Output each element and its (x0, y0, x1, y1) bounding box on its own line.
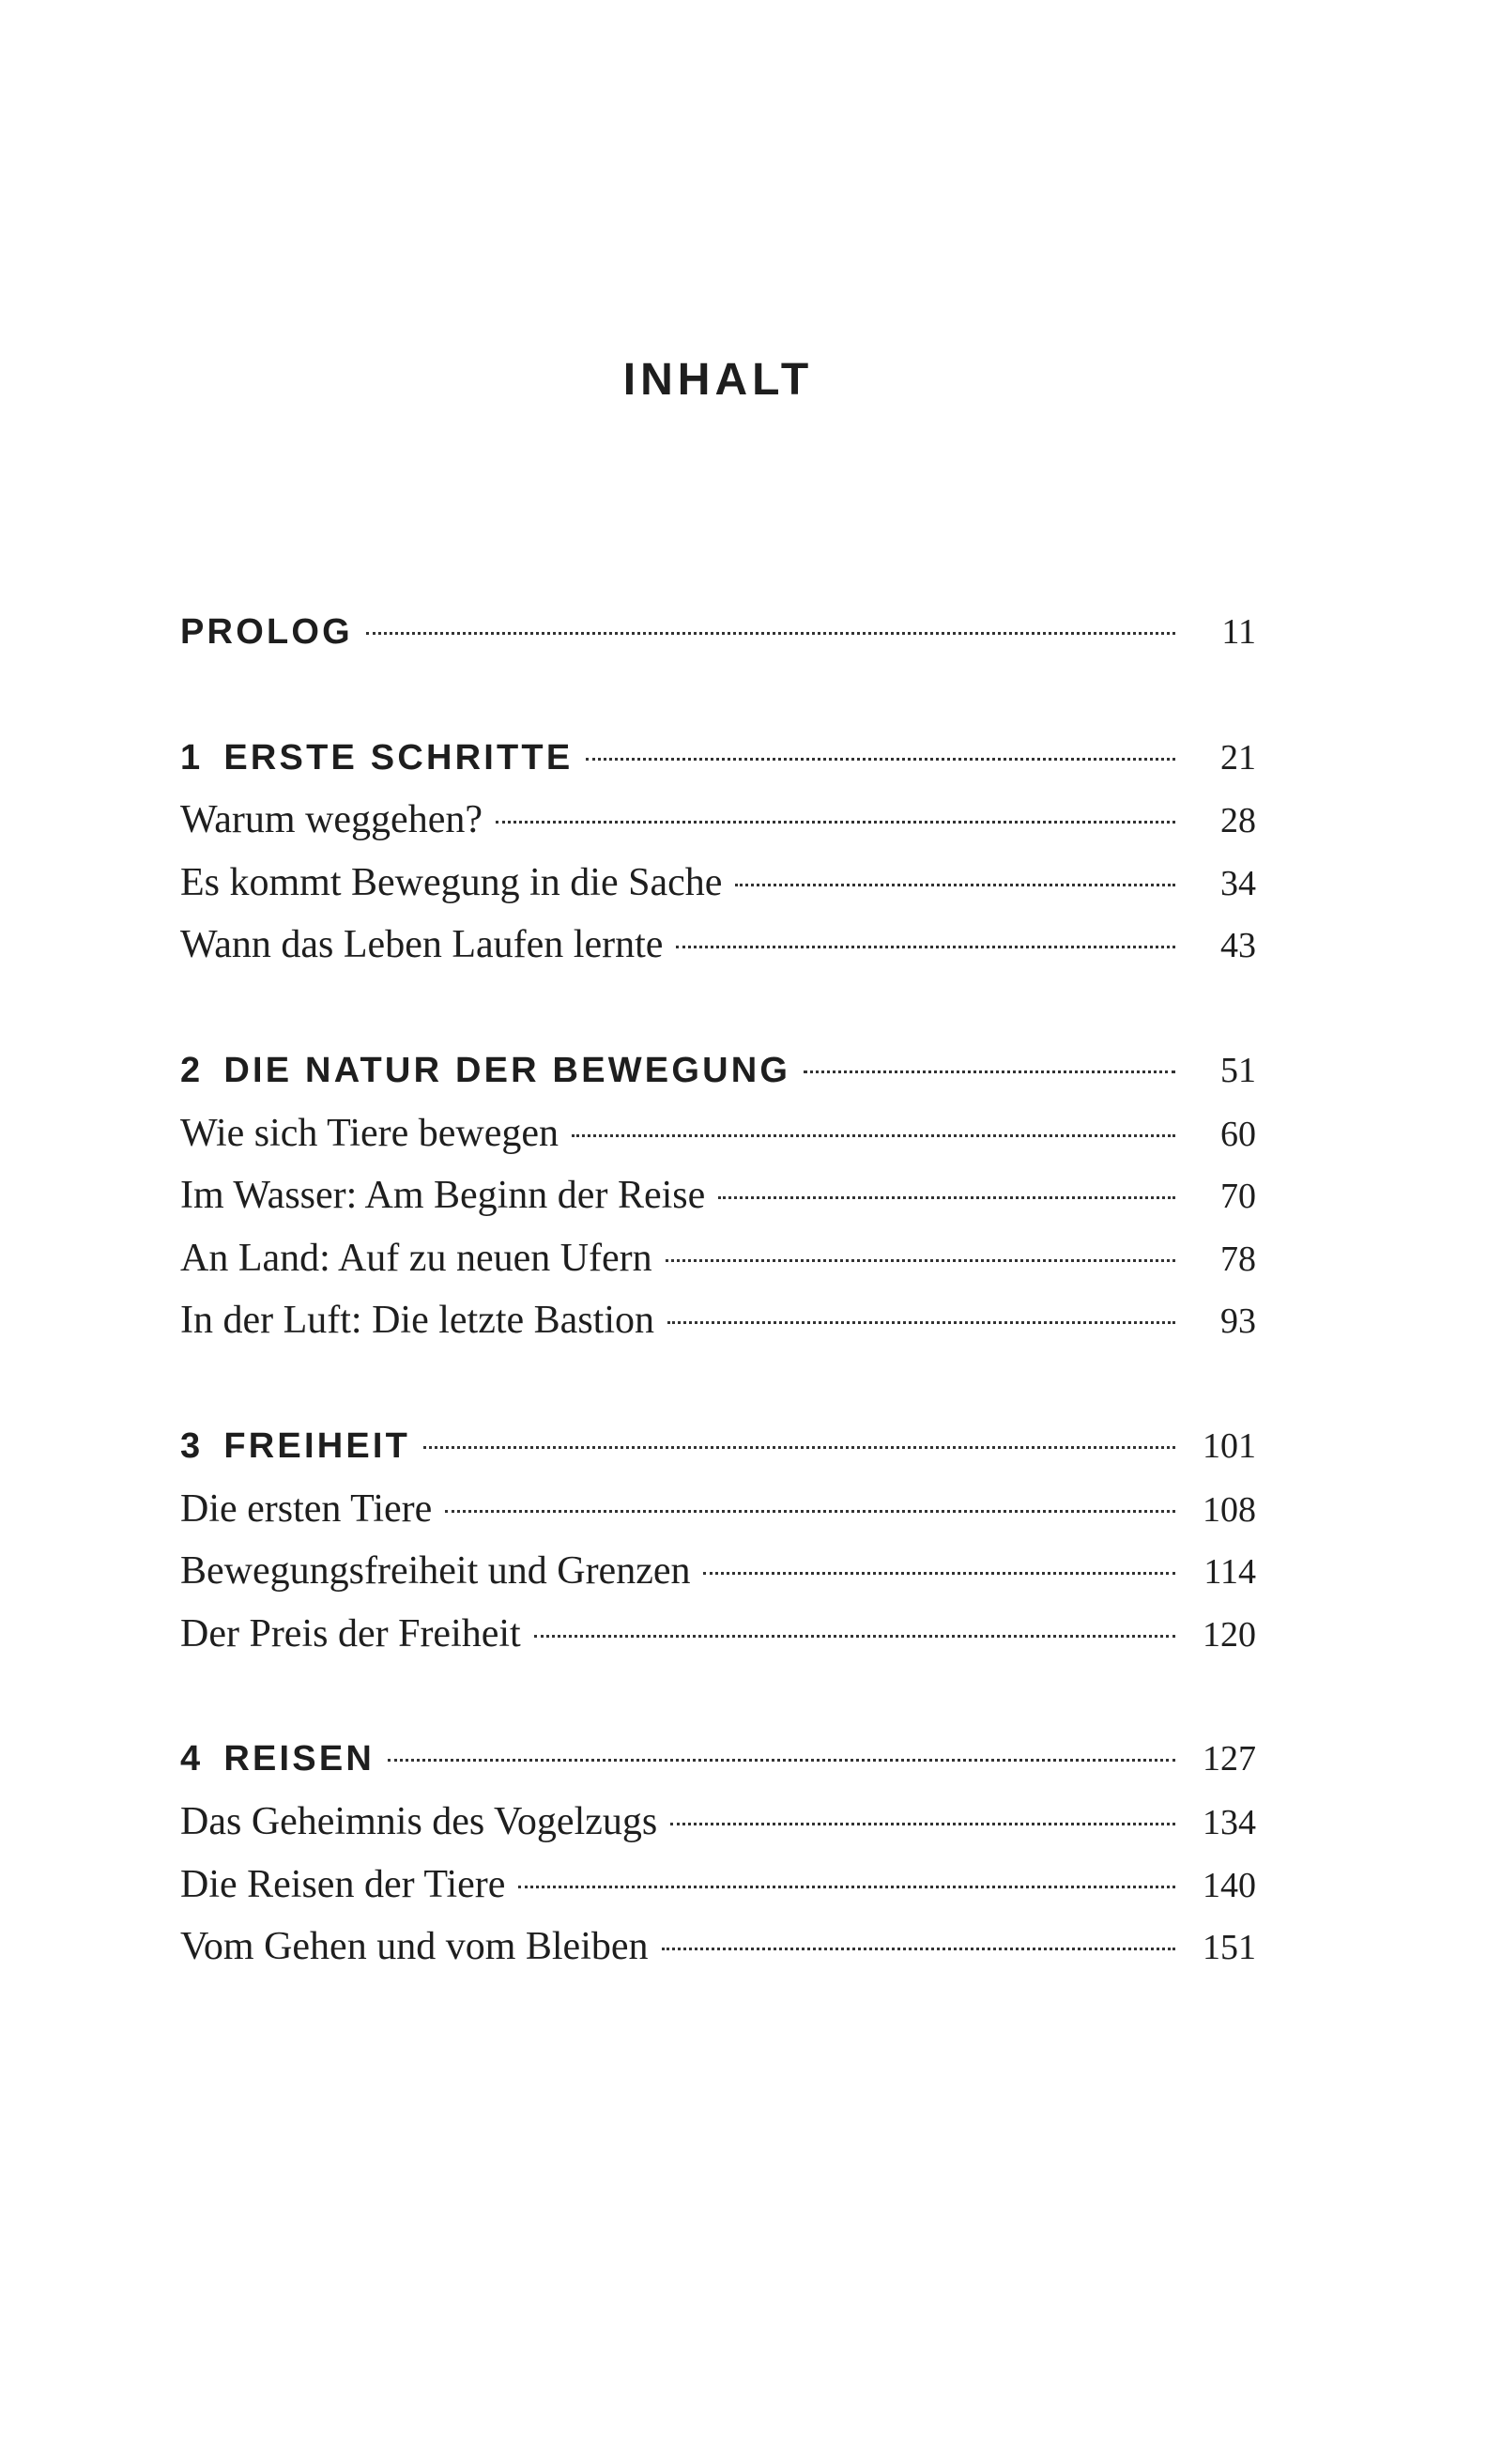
page-number: 120 (1203, 1614, 1256, 1655)
toc-heading[interactable] (180, 1728, 1256, 1791)
dot-leader (662, 1948, 1175, 1950)
toc-section-1 (180, 727, 1256, 977)
table-of-contents (180, 601, 1256, 2041)
dot-leader (423, 1446, 1175, 1449)
toc-entry-label: Wie sich Tiere bewegen (180, 1111, 559, 1155)
page-number: 114 (1203, 1552, 1256, 1593)
chapter-title: REISEN (223, 1739, 376, 1779)
page-number: 78 (1220, 1239, 1256, 1279)
toc-entry[interactable] (180, 1102, 1256, 1165)
page-number: 70 (1220, 1177, 1256, 1217)
dot-leader (670, 1823, 1175, 1825)
toc-heading[interactable] (180, 601, 1256, 664)
toc-heading[interactable] (180, 1415, 1256, 1478)
toc-entry-label: Die ersten Tiere (180, 1486, 433, 1531)
dot-leader (534, 1635, 1175, 1638)
dot-leader (718, 1196, 1175, 1199)
chapter-number: 4 (180, 1739, 204, 1779)
page-number: 101 (1203, 1425, 1256, 1466)
toc-entry-label: An Land: Auf zu neuen Ufern (180, 1236, 652, 1280)
toc-entry-label: Warum weggehen? (180, 798, 483, 842)
toc-entry[interactable] (180, 789, 1256, 852)
toc-heading-label (180, 727, 573, 790)
page-number: 108 (1203, 1489, 1256, 1530)
page-title: INHALT (622, 355, 814, 405)
toc-section-4 (180, 1728, 1256, 1978)
toc-entry[interactable] (180, 1791, 1256, 1854)
toc-entry[interactable] (180, 1289, 1256, 1352)
dot-leader (703, 1572, 1175, 1575)
page-number: 28 (1220, 801, 1256, 841)
dot-leader (666, 1259, 1175, 1262)
dot-leader (735, 884, 1175, 886)
toc-entry-label: Der Preis der Freiheit (180, 1611, 521, 1656)
toc-entry-label: In der Luft: Die letzte Bastion (180, 1299, 655, 1343)
page-number: 134 (1203, 1802, 1256, 1842)
chapter-number: 1 (180, 737, 204, 778)
toc-entry-label: Es kommt Bewegung in die Sache (180, 860, 723, 904)
toc-entry-label: Im Wasser: Am Beginn der Reise (180, 1174, 706, 1218)
toc-heading[interactable] (180, 1040, 1256, 1102)
chapter-title: FREIHEIT (223, 1425, 411, 1466)
dot-leader (445, 1510, 1175, 1513)
toc-entry[interactable] (180, 1227, 1256, 1290)
page-number: 127 (1203, 1739, 1256, 1779)
dot-leader (496, 821, 1175, 824)
toc-entry[interactable] (180, 1478, 1256, 1541)
toc-section-2 (180, 1040, 1256, 1352)
page-number: 34 (1220, 863, 1256, 903)
toc-section-3 (180, 1415, 1256, 1665)
page-number: 151 (1203, 1928, 1256, 1968)
toc-heading-label: PROLOG (180, 612, 353, 652)
page-number: 140 (1203, 1865, 1256, 1905)
dot-leader (667, 1321, 1175, 1324)
toc-entry[interactable] (180, 1164, 1256, 1227)
toc-entry[interactable] (180, 1854, 1256, 1917)
page-number: 21 (1220, 737, 1256, 778)
toc-heading-label (180, 1040, 790, 1102)
chapter-title: ERSTE SCHRITTE (223, 737, 574, 778)
toc-section-prolog (180, 601, 1256, 664)
dot-leader (518, 1886, 1175, 1888)
page-number: 43 (1220, 926, 1256, 966)
page-number: 11 (1221, 612, 1256, 652)
chapter-number: 3 (180, 1425, 204, 1466)
toc-entry[interactable] (180, 1540, 1256, 1603)
toc-entry[interactable] (180, 914, 1256, 977)
chapter-title: DIE NATUR DER BEWEGUNG (223, 1050, 791, 1090)
chapter-number: 2 (180, 1050, 204, 1090)
dot-leader (388, 1759, 1175, 1762)
toc-entry-label: Vom Gehen und vom Bleiben (180, 1925, 649, 1969)
toc-entry[interactable] (180, 1603, 1256, 1666)
dot-leader (586, 758, 1175, 761)
dot-leader (366, 632, 1175, 635)
toc-entry-label: Wann das Leben Laufen lernte (180, 923, 664, 967)
toc-entry-label: Bewegungsfreiheit und Grenzen (180, 1549, 691, 1594)
toc-heading-label (180, 1415, 410, 1478)
dot-leader (572, 1134, 1175, 1137)
page-number: 93 (1220, 1301, 1256, 1342)
dot-leader (676, 946, 1175, 948)
dot-leader (804, 1070, 1175, 1073)
toc-entry-label: Die Reisen der Tiere (180, 1862, 506, 1906)
toc-entry[interactable] (180, 852, 1256, 915)
toc-entry-label: Das Geheimnis des Vogelzugs (180, 1799, 658, 1843)
page-number: 60 (1220, 1114, 1256, 1154)
page-number: 51 (1220, 1050, 1256, 1090)
toc-heading[interactable] (180, 727, 1256, 790)
toc-heading-label (180, 1728, 375, 1791)
toc-entry[interactable] (180, 1916, 1256, 1979)
